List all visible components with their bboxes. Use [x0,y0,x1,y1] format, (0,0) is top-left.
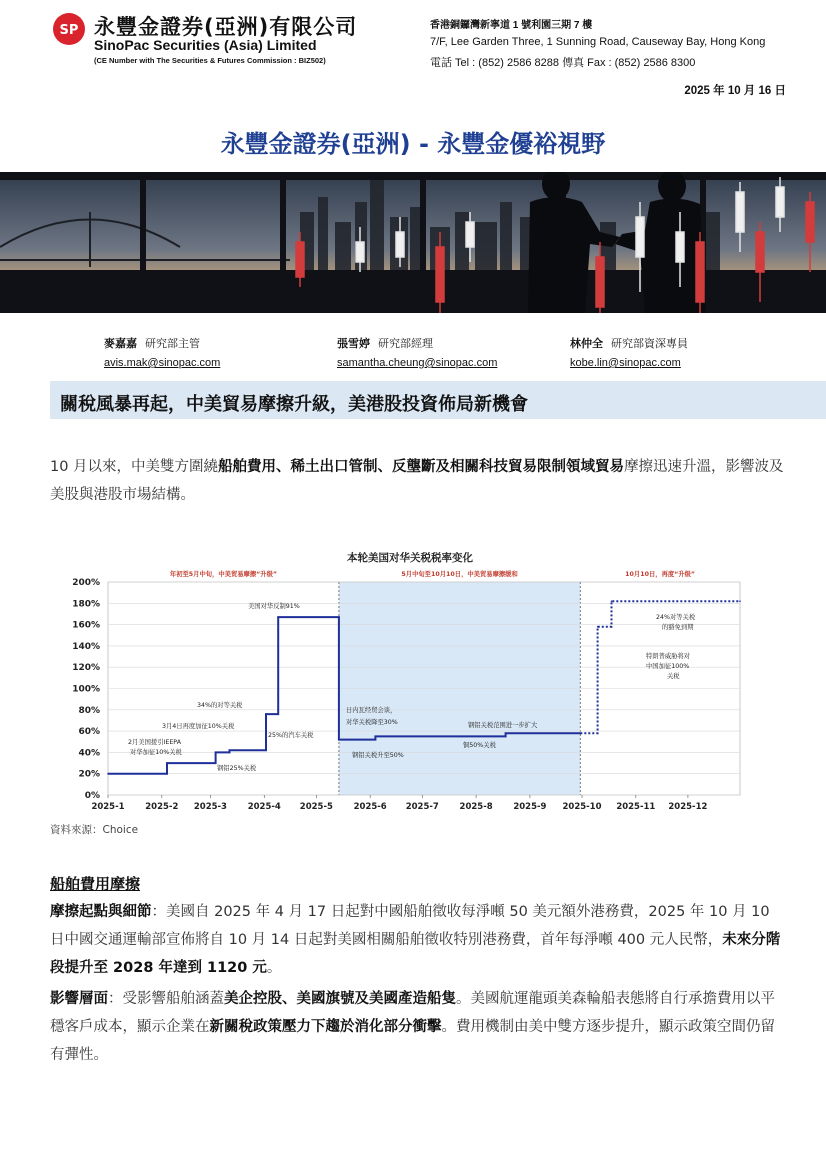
projected-data-point [611,626,613,628]
chart-annotation: 日内瓦经贸会谈， [346,707,397,714]
projected-data-point [597,626,599,628]
section-heading: 船舶費用摩擦 [50,875,141,893]
paragraph-bold: 未來分階段提升至 2028 年達到 1120 元 [50,932,781,976]
data-point [229,752,231,754]
x-tick-label: 2025-2 [145,802,179,812]
data-point [107,773,109,775]
address-en: 7/F, Lee Garden Three, 1 Sunning Road, Causeway Bay, Hong Kong [430,36,766,48]
tariff-rate-chart [50,545,766,820]
chart-annotation: 关税 [667,673,680,680]
y-tick-label: 160% [72,620,100,631]
y-tick-label: 200% [72,578,100,588]
paragraph-bold: 影響層面 [50,991,108,1007]
address-cn: 香港銅鑼灣新寧道 1 號利園三期 7 樓 [430,20,593,31]
chart-annotation: 中国加征100% [646,663,690,670]
data-point [265,749,267,751]
section-paragraph-2 [50,985,786,1069]
chart-source: 資料來源：Choice [50,824,139,836]
chart-annotation: 对华加征10%关税 [130,749,182,756]
intro-bold: 船舶費用、稀土出口管制、反壟斷及相關科技貿易限制領域貿易 [218,459,625,475]
x-tick-label: 2025-3 [193,802,227,812]
x-tick-label: 2025-7 [405,802,439,812]
analyst-3 [570,332,688,369]
x-tick-label: 2025-5 [299,802,333,812]
ce-number: (CE Number with The Securities & Futures Commission : BIZ502) [94,56,326,65]
analyst-2 [337,332,497,369]
headline: 關稅風暴再起，中美貿易摩擦升級，美港股投資佈局新機會 [60,394,528,415]
data-point [277,616,279,618]
report-date: 2025 年 10 月 16 日 [684,85,786,97]
y-tick-label: 40% [78,748,100,759]
data-point [277,713,279,715]
chart-annotation: 2月美国援引IEEPA [128,739,182,746]
chart-annotation: 钢铝关税升至50% [352,752,404,759]
chart-annotation: 钢铝25%关税 [217,765,257,772]
analyst-1 [104,332,220,369]
x-tick-label: 2025-4 [247,802,281,812]
intro-text: 10 月以來，中美雙方圍繞 [50,459,219,475]
analyst-name: 麥嘉嘉 [104,337,137,350]
section-paragraph-1 [50,898,786,982]
svg-text:SP: SP [59,23,79,38]
projected-data-point [611,600,613,602]
chart-title: 本轮美国对华关税税率变化 [347,552,473,564]
paragraph-text: 。美國航運龍頭美森輪船表態將自行承擔費用以平穩客戶成本，顯示企業在 [50,991,775,1035]
y-tick-label: 60% [78,727,100,738]
data-point [265,713,267,715]
analyst-role: 研究部主管 [145,337,200,350]
banner-image [0,172,826,313]
y-tick-label: 0% [84,791,100,801]
data-point [375,739,377,741]
paragraph-bold: 新關稅政策壓力下趨於消化部分衝擊 [209,1019,442,1035]
x-tick-label: 2025-9 [513,802,547,812]
chart-annotation: 25%的汽车关税 [268,732,314,739]
data-point [229,749,231,751]
x-tick-label: 2025-1 [91,802,125,812]
x-tick-label: 2025-6 [353,802,387,812]
chart-annotation: 34%的对等关税 [197,702,243,709]
chart-annotation: 对华关税降至30% [346,719,398,726]
x-tick-label: 2025-11 [616,802,656,812]
projected-data-point [597,732,599,734]
paragraph-bold: 摩擦起點與細節 [50,904,152,920]
data-point [166,773,168,775]
period-label: 年初至5月中旬，中美贸易摩擦“升级” [169,571,278,578]
projected-data-point [579,732,581,734]
chart-annotation: 钢铝关税范围进一步扩大 [468,722,538,729]
data-point [215,752,217,754]
analyst-name: 張雪婷 [337,337,370,350]
data-point [505,732,507,734]
sinopac-logo-icon [52,12,86,46]
company-name-en: SinoPac Securities (Asia) Limited [94,37,317,53]
paragraph-bold: 美企控股、美國旗號及美國產造船隻 [224,991,456,1007]
data-point [215,762,217,764]
y-tick-label: 120% [72,663,100,674]
data-point [505,736,507,738]
paragraph-text: 。費用機制由美中雙方逐步提升，顯示政策空間仍留有彈性。 [50,1019,775,1063]
period-label: 5月中旬至10月10日，中美贸易摩擦缓和 [401,571,518,578]
projected-data-point [739,600,741,602]
analyst-email-link[interactable]: samantha.cheung@sinopac.com [337,357,498,369]
y-tick-label: 140% [72,641,100,652]
analyst-email-link[interactable]: kobe.lin@sinopac.com [570,357,681,369]
paragraph-text: 。 [266,960,282,976]
analyst-email-link[interactable]: avis.mak@sinopac.com [104,357,221,369]
data-point [338,616,340,618]
data-point [338,739,340,741]
y-tick-label: 100% [72,684,100,695]
x-tick-label: 2025-12 [668,802,708,812]
chart-annotation: 特朗普威胁将对 [646,653,691,660]
chart-annotation: 铜50%关税 [463,742,496,749]
x-tick-label: 2025-10 [562,802,602,812]
intro-paragraph [50,453,786,509]
chart-annotation: 3月4日再度加征10%关税 [162,723,235,730]
intro-text: 摩擦迅速升溫，影響波及美股與港股市場結構。 [50,459,784,503]
data-point [166,762,168,764]
analyst-name: 林仲全 [570,337,603,350]
analyst-role: 研究部資深專員 [611,337,688,350]
y-tick-label: 80% [78,705,100,716]
paragraph-text: ：美國自 2025 年 4 月 17 日起對中國船舶徵收每淨噸 50 美元額外港務費，2025 年 10 月 10 日中國交通運輸部宣佈將自 10 月 14 日起對美國相關船舶徵收特別港務費，首年每淨噸 400 元人民幣， [50,904,770,948]
phone-fax: 電話 Tel : (852) 2586 8288 傳真 Fax : (852) 2586 8300 [430,57,696,69]
period-label: 10月10日，再度“升级” [625,571,696,578]
analyst-role: 研究部經理 [378,337,433,350]
x-tick-label: 2025-8 [459,802,493,812]
chart-annotation: 24%对等关税 [656,614,696,621]
report-title: 永豐金證券(亞洲) - 永豐金優裕視野 [220,130,606,158]
y-tick-label: 20% [78,769,100,780]
data-point [375,736,377,738]
paragraph-text: ：受影響船舶涵蓋 [108,991,224,1007]
y-tick-label: 180% [72,599,100,610]
company-name-cn: 永豐金證券(亞洲)有限公司 [94,15,358,39]
chart-annotation: 的豁免到期 [662,624,694,631]
chart-annotation: 美国对华反制91% [248,603,300,610]
